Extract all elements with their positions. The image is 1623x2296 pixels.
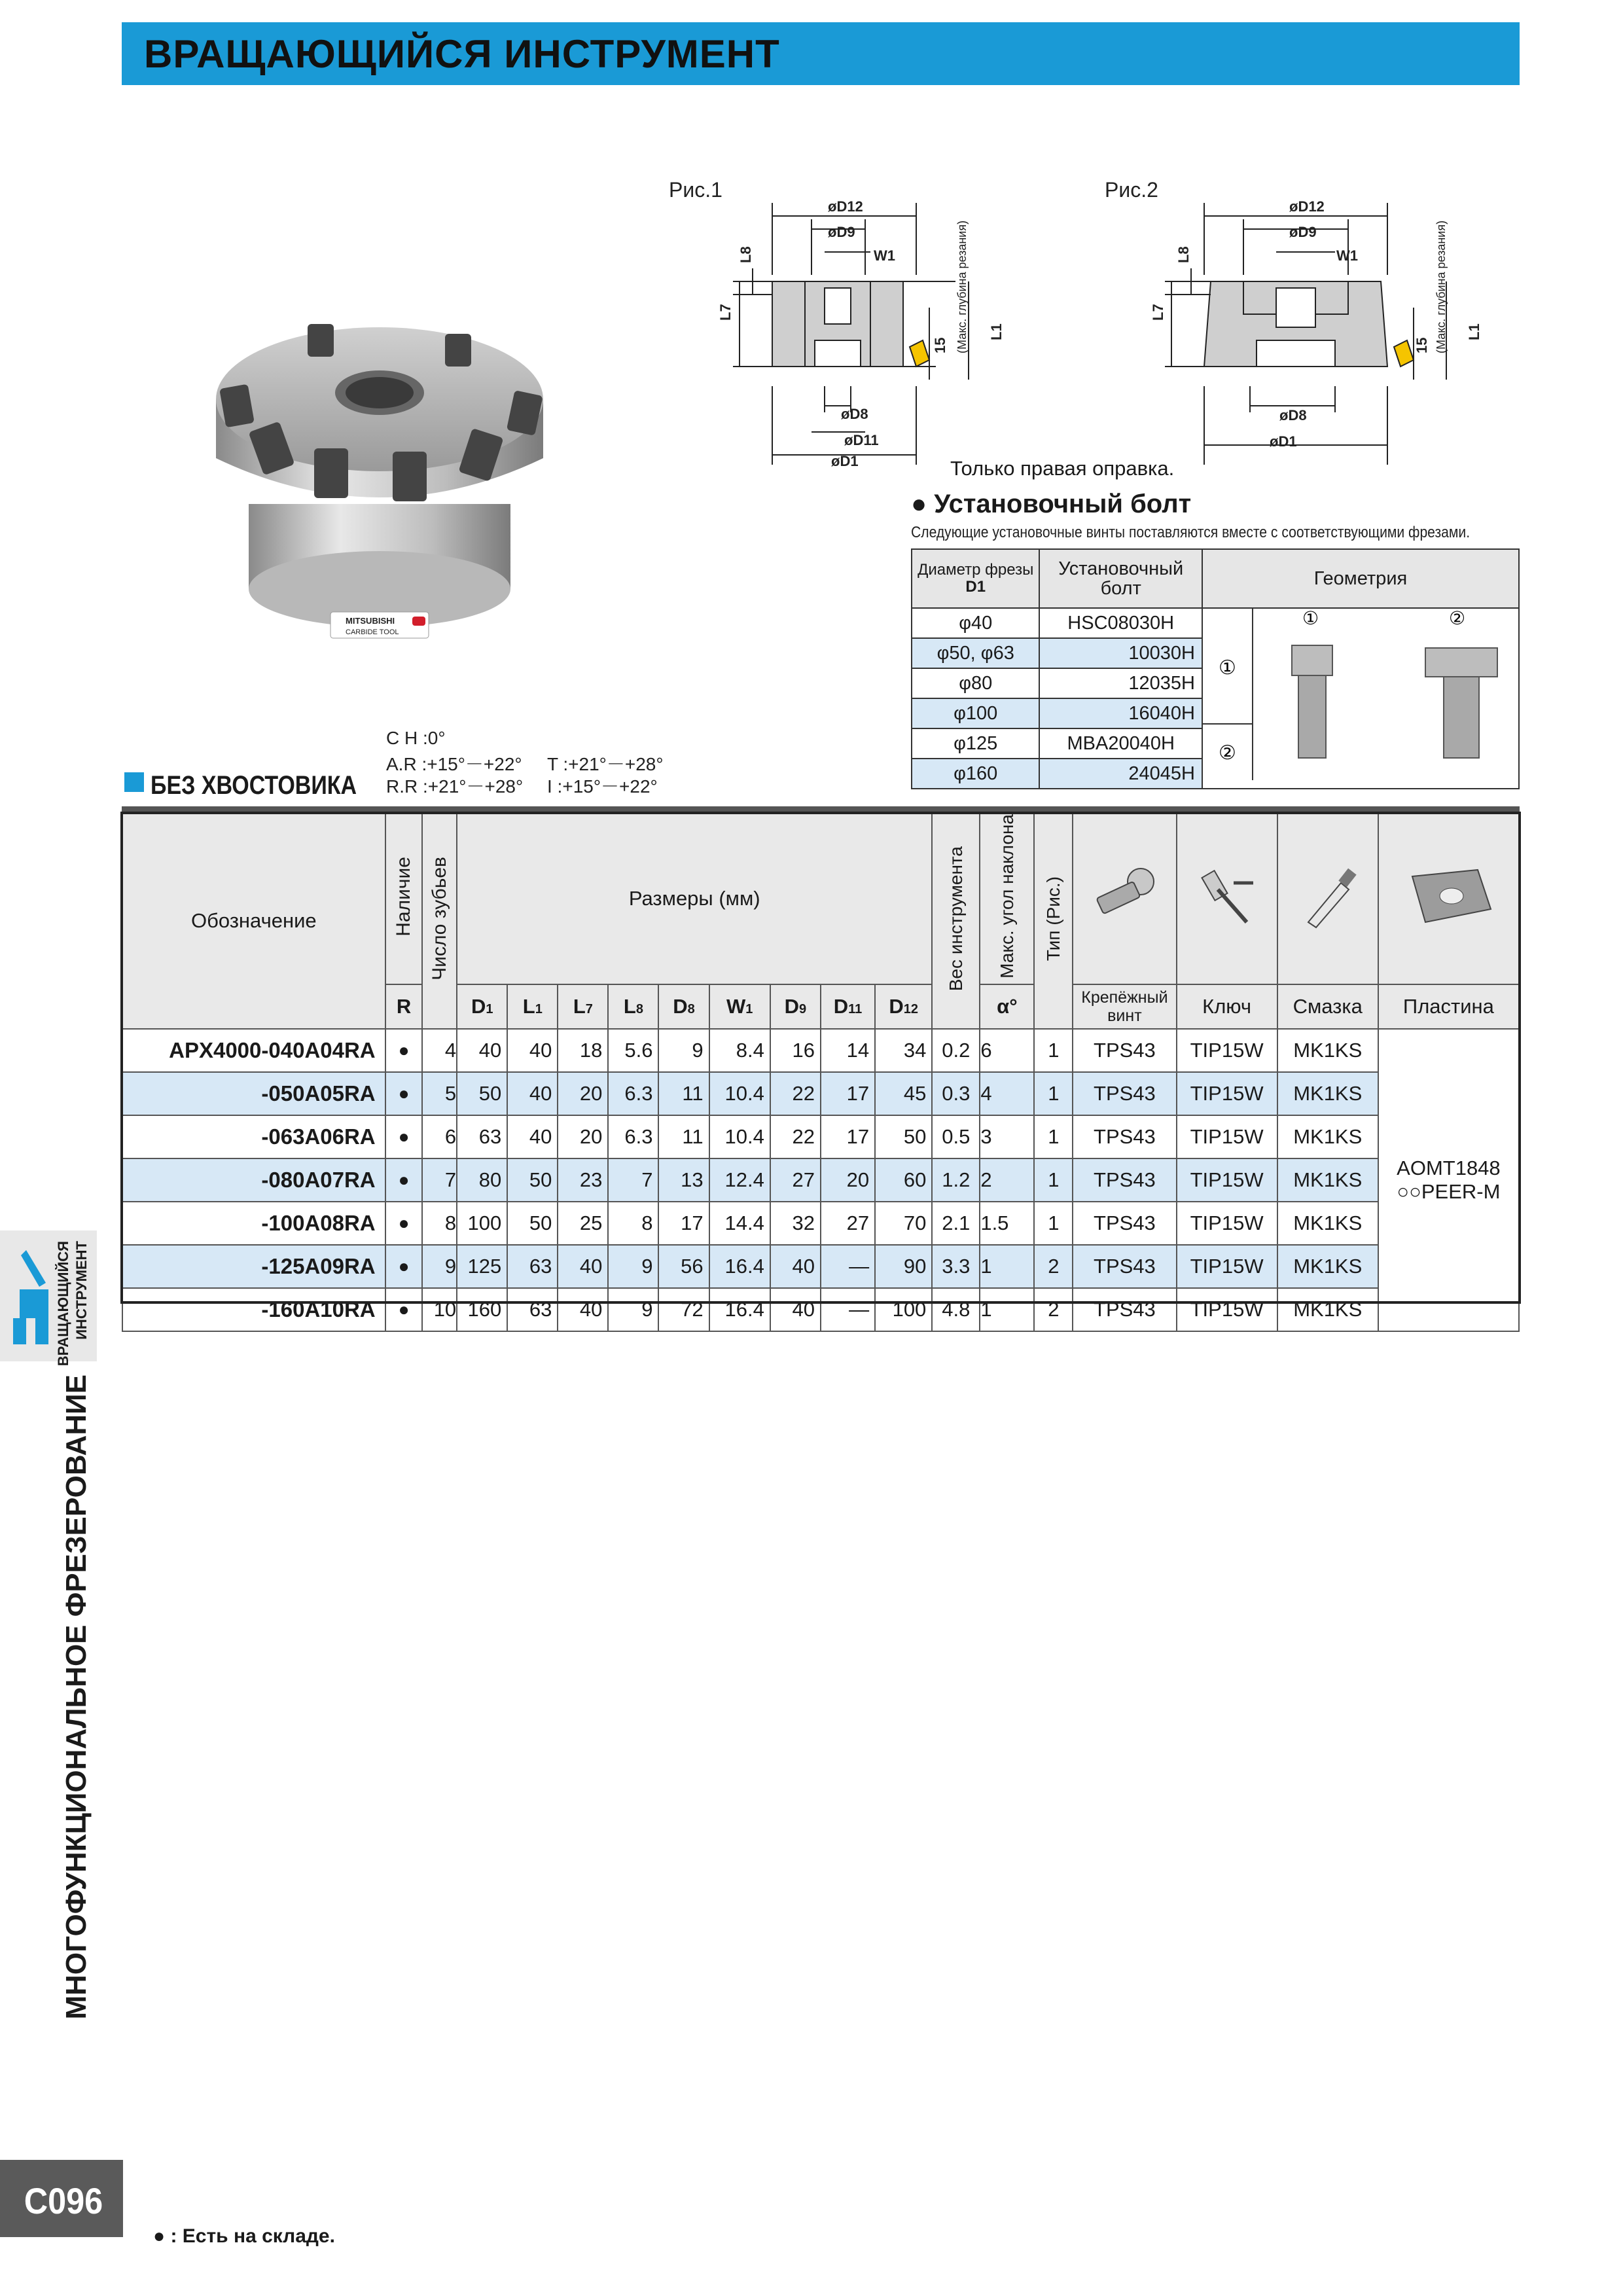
col-key: Ключ bbox=[1177, 984, 1277, 1029]
cell-d1: 63 bbox=[457, 1115, 507, 1158]
fig1-d8: øD8 bbox=[841, 406, 868, 422]
cell-d8: 11 bbox=[658, 1115, 709, 1158]
bolt-title-text: Установочный болт bbox=[934, 490, 1192, 518]
cell-teeth: 10 bbox=[422, 1288, 457, 1331]
cell-l1: 40 bbox=[507, 1115, 558, 1158]
fig1-l1: L1 bbox=[988, 323, 1005, 340]
cell-screw: TPS43 bbox=[1073, 1288, 1176, 1331]
cell-weight: 0.5 bbox=[932, 1115, 980, 1158]
cell-d11: 20 bbox=[821, 1158, 875, 1202]
cell-d8: 9 bbox=[658, 1029, 709, 1072]
cutter-photo bbox=[190, 288, 569, 655]
cell-angle: 1 bbox=[980, 1245, 1034, 1288]
bolt-row-diameter: φ125 bbox=[912, 728, 1039, 759]
cell-type: 1 bbox=[1034, 1029, 1073, 1072]
fig1-drawing bbox=[694, 190, 1021, 471]
table-row bbox=[122, 1029, 1519, 1072]
col-type bbox=[1034, 814, 1073, 1029]
cell-grease: MK1KS bbox=[1277, 1115, 1378, 1158]
fig2-d9: øD9 bbox=[1289, 224, 1317, 240]
table-row bbox=[122, 1288, 1519, 1331]
page-title: ВРАЩАЮЩИЙСЯ ИНСТРУМЕНТ bbox=[144, 32, 780, 76]
cell-l1: 63 bbox=[507, 1245, 558, 1288]
key-icon bbox=[1194, 863, 1260, 929]
cell-designation: -063A06RA bbox=[122, 1115, 385, 1158]
cell-key: TIP15W bbox=[1177, 1288, 1277, 1331]
fig2-w1: W1 bbox=[1336, 247, 1358, 264]
cell-l8: 5.6 bbox=[608, 1029, 658, 1072]
bolt-row-diameter: φ40 bbox=[912, 608, 1039, 638]
dim-col-d1: D1 bbox=[457, 984, 507, 1029]
cell-d9: 40 bbox=[770, 1245, 821, 1288]
bolt-row-diameter: φ100 bbox=[912, 698, 1039, 728]
grease-icon-cell bbox=[1277, 814, 1378, 984]
side-section-label bbox=[60, 1374, 99, 2094]
fig1-d9: øD9 bbox=[828, 224, 855, 240]
cell-w1: 14.4 bbox=[709, 1202, 770, 1245]
cell-l7: 23 bbox=[558, 1158, 608, 1202]
cell-d8: 13 bbox=[658, 1158, 709, 1202]
geom-cell-2: ② bbox=[1219, 742, 1236, 764]
cell-w1: 12.4 bbox=[709, 1158, 770, 1202]
dim-col-d9: D9 bbox=[770, 984, 821, 1029]
cell-d11: 17 bbox=[821, 1072, 875, 1115]
grease-tube-icon bbox=[1295, 863, 1361, 929]
cell-designation: -160A10RA bbox=[122, 1288, 385, 1331]
cell-d9: 22 bbox=[770, 1115, 821, 1158]
bolt-row-bolt: MBA20040H bbox=[1039, 728, 1202, 759]
product-table-body bbox=[122, 1029, 1519, 1331]
cell-d1: 50 bbox=[457, 1072, 507, 1115]
table-row bbox=[122, 1072, 1519, 1115]
cell-teeth: 9 bbox=[422, 1245, 457, 1288]
geom-head-2: ② bbox=[1449, 609, 1466, 629]
cell-angle: 6 bbox=[980, 1029, 1034, 1072]
col-availability-label: Наличие bbox=[393, 856, 415, 937]
fig2-depth-note: (Макс. глубина резания) bbox=[1435, 220, 1448, 353]
fig2-l8: L8 bbox=[1175, 246, 1192, 263]
brand-sub-text: CARBIDE TOOL bbox=[346, 628, 399, 636]
cell-l1: 50 bbox=[507, 1202, 558, 1245]
fig1-l8: L8 bbox=[738, 246, 754, 263]
fig2-d12: øD12 bbox=[1289, 198, 1325, 215]
cell-d8: 11 bbox=[658, 1072, 709, 1115]
dim-col-w1: W1 bbox=[709, 984, 770, 1029]
cell-type: 1 bbox=[1034, 1072, 1073, 1115]
col-angle bbox=[980, 814, 1034, 984]
cell-insert bbox=[1378, 1029, 1519, 1331]
cell-weight: 1.2 bbox=[932, 1158, 980, 1202]
fig2-d1: øD1 bbox=[1270, 433, 1297, 450]
fig1-depth: 15 bbox=[932, 337, 948, 353]
fig1-label: Рис.1 bbox=[669, 178, 722, 202]
table-row bbox=[122, 1245, 1519, 1288]
cell-l7: 40 bbox=[558, 1288, 608, 1331]
cell-key: TIP15W bbox=[1177, 1158, 1277, 1202]
cell-d11: 14 bbox=[821, 1029, 875, 1072]
cell-l1: 40 bbox=[507, 1072, 558, 1115]
col-teeth-label: Число зубьев bbox=[428, 857, 450, 980]
cell-screw: TPS43 bbox=[1073, 1202, 1176, 1245]
cell-l8: 6.3 bbox=[608, 1115, 658, 1158]
cell-key: TIP15W bbox=[1177, 1202, 1277, 1245]
side-tab-text-1: ВРАЩАЮЩИЙСЯ bbox=[55, 1241, 71, 1367]
stock-legend: ● : Есть на складе. bbox=[153, 2225, 335, 2247]
fig1-d1: øD1 bbox=[831, 453, 859, 469]
angle-t: T :+21°－+28° bbox=[547, 754, 664, 774]
product-table bbox=[122, 813, 1520, 1332]
dim-col-l7: L7 bbox=[558, 984, 608, 1029]
cell-d1: 125 bbox=[457, 1245, 507, 1288]
col-angle-unit: α° bbox=[980, 984, 1034, 1029]
screw-icon bbox=[1092, 863, 1157, 929]
cell-d9: 27 bbox=[770, 1158, 821, 1202]
cell-designation: APX4000-040A04RA bbox=[122, 1029, 385, 1072]
cell-l8: 6.3 bbox=[608, 1072, 658, 1115]
cell-weight: 0.3 bbox=[932, 1072, 980, 1115]
bolt-table bbox=[911, 548, 1520, 789]
section-title: БЕЗ ХВОСТОВИКА bbox=[151, 771, 357, 800]
cell-l7: 20 bbox=[558, 1115, 608, 1158]
cell-grease: MK1KS bbox=[1277, 1245, 1378, 1288]
cell-d1: 80 bbox=[457, 1158, 507, 1202]
cell-d11: — bbox=[821, 1245, 875, 1288]
cell-l7: 20 bbox=[558, 1072, 608, 1115]
cell-l7: 18 bbox=[558, 1029, 608, 1072]
cell-l1: 40 bbox=[507, 1029, 558, 1072]
cell-key: TIP15W bbox=[1177, 1245, 1277, 1288]
cell-type: 2 bbox=[1034, 1288, 1073, 1331]
dim-col-d11: D11 bbox=[821, 984, 875, 1029]
bolt-geometry-cell bbox=[1202, 608, 1519, 789]
cell-d12: 50 bbox=[875, 1115, 932, 1158]
cell-d8: 72 bbox=[658, 1288, 709, 1331]
bolt-row-bolt: 16040H bbox=[1039, 698, 1202, 728]
insert-icon-cell bbox=[1378, 814, 1519, 984]
cell-angle: 4 bbox=[980, 1072, 1034, 1115]
bolt-row-bolt: 10030H bbox=[1039, 638, 1202, 668]
cell-teeth: 7 bbox=[422, 1158, 457, 1202]
cell-d1: 160 bbox=[457, 1288, 507, 1331]
col-dimensions: Размеры (мм) bbox=[457, 814, 932, 984]
cell-availability: ● bbox=[385, 1029, 423, 1072]
header-bar bbox=[122, 22, 1520, 85]
geom-cell-1: ① bbox=[1219, 656, 1236, 679]
col-type-label: Тип (Рис.) bbox=[1043, 876, 1063, 961]
table-top-rule bbox=[122, 806, 1520, 813]
col-grease: Смазка bbox=[1277, 984, 1378, 1029]
cell-weight: 0.2 bbox=[932, 1029, 980, 1072]
cell-d12: 60 bbox=[875, 1158, 932, 1202]
cell-l7: 25 bbox=[558, 1202, 608, 1245]
cell-screw: TPS43 bbox=[1073, 1115, 1176, 1158]
bolt-section-title: ● Установочный болт bbox=[911, 490, 1192, 518]
dim-col-d8: D8 bbox=[658, 984, 709, 1029]
cell-w1: 8.4 bbox=[709, 1029, 770, 1072]
cell-availability: ● bbox=[385, 1202, 423, 1245]
cell-type: 1 bbox=[1034, 1158, 1073, 1202]
bolt-row-bolt: 12035H bbox=[1039, 668, 1202, 698]
cell-key: TIP15W bbox=[1177, 1072, 1277, 1115]
fig2-drawing bbox=[1139, 190, 1505, 471]
cell-weight: 2.1 bbox=[932, 1202, 980, 1245]
section-marker bbox=[124, 772, 144, 792]
cell-angle: 3 bbox=[980, 1115, 1034, 1158]
page-number-box bbox=[0, 2160, 123, 2237]
cell-teeth: 4 bbox=[422, 1029, 457, 1072]
bolt-hex-socket-icon bbox=[1292, 645, 1332, 758]
bolt-row-bolt: HSC08030H bbox=[1039, 608, 1202, 638]
cell-grease: MK1KS bbox=[1277, 1029, 1378, 1072]
cell-key: TIP15W bbox=[1177, 1029, 1277, 1072]
cell-type: 1 bbox=[1034, 1115, 1073, 1158]
cell-w1: 16.4 bbox=[709, 1245, 770, 1288]
cell-screw: TPS43 bbox=[1073, 1072, 1176, 1115]
cell-d9: 16 bbox=[770, 1029, 821, 1072]
fig1-l7: L7 bbox=[717, 304, 734, 321]
bolt-col-bolt: Установочный болт bbox=[1039, 549, 1202, 608]
cell-l7: 40 bbox=[558, 1245, 608, 1288]
col-designation: Обозначение bbox=[122, 814, 385, 1029]
dim-col-l8: L8 bbox=[608, 984, 658, 1029]
col-weight-label: Вес инструмента bbox=[945, 846, 966, 992]
cell-availability: ● bbox=[385, 1072, 423, 1115]
bolt-note: Следующие установочные винты поставляются вместе с соответствующими фрезами. bbox=[911, 524, 1471, 541]
angle-i: I :+15°－+22° bbox=[547, 776, 658, 797]
cell-l1: 63 bbox=[507, 1288, 558, 1331]
bolt-col-geometry: Геометрия bbox=[1202, 549, 1519, 608]
cell-d9: 22 bbox=[770, 1072, 821, 1115]
brand-text: MITSUBISHI bbox=[346, 616, 395, 626]
dim-col-l1: L1 bbox=[507, 984, 558, 1029]
dim-col-d12: D12 bbox=[875, 984, 932, 1029]
bolt-flange-icon bbox=[1425, 648, 1497, 758]
cell-teeth: 6 bbox=[422, 1115, 457, 1158]
cell-d11: — bbox=[821, 1288, 875, 1331]
table-row bbox=[122, 1158, 1519, 1202]
cell-screw: TPS43 bbox=[1073, 1029, 1176, 1072]
cell-grease: MK1KS bbox=[1277, 1202, 1378, 1245]
fig1-d11: øD11 bbox=[844, 432, 879, 448]
bolt-geometry-drawing bbox=[1203, 609, 1518, 780]
cell-designation: -100A08RA bbox=[122, 1202, 385, 1245]
bolt-row-bolt: 24045H bbox=[1039, 759, 1202, 789]
cell-weight: 4.8 bbox=[932, 1288, 980, 1331]
col-availability bbox=[385, 814, 423, 984]
side-category-tab bbox=[0, 1230, 97, 1367]
cell-d9: 40 bbox=[770, 1288, 821, 1331]
table-row bbox=[122, 1115, 1519, 1158]
cell-designation: -050A05RA bbox=[122, 1072, 385, 1115]
col-angle-label: Макс. угол наклона bbox=[996, 814, 1017, 978]
insert-icon bbox=[1399, 863, 1497, 929]
screw-icon-cell bbox=[1073, 814, 1176, 984]
cell-designation: -125A09RA bbox=[122, 1245, 385, 1288]
cell-availability: ● bbox=[385, 1245, 423, 1288]
cell-angle: 1.5 bbox=[980, 1202, 1034, 1245]
angle-ch: C H :0° bbox=[386, 728, 446, 748]
cell-d8: 17 bbox=[658, 1202, 709, 1245]
cell-angle: 1 bbox=[980, 1288, 1034, 1331]
right-only-note: Только правая оправка. bbox=[950, 457, 1175, 480]
fig2-d8: øD8 bbox=[1279, 407, 1307, 423]
geom-head-1: ① bbox=[1302, 609, 1319, 629]
cell-d1: 40 bbox=[457, 1029, 507, 1072]
cell-d8: 56 bbox=[658, 1245, 709, 1288]
cell-w1: 16.4 bbox=[709, 1288, 770, 1331]
col-teeth bbox=[422, 814, 457, 1029]
fig2-label: Рис.2 bbox=[1105, 178, 1158, 202]
fig1-w1: W1 bbox=[874, 247, 895, 264]
fig2-l1: L1 bbox=[1466, 323, 1482, 340]
cell-l1: 50 bbox=[507, 1158, 558, 1202]
cell-grease: MK1KS bbox=[1277, 1288, 1378, 1331]
bolt-row-diameter: φ50, φ63 bbox=[912, 638, 1039, 668]
cell-l8: 9 bbox=[608, 1288, 658, 1331]
cell-d12: 90 bbox=[875, 1245, 932, 1288]
insert-chipbreaker: ○○PEER-M bbox=[1397, 1179, 1501, 1203]
angle-ar: A.R :+15°－+22° bbox=[386, 754, 522, 774]
cell-w1: 10.4 bbox=[709, 1072, 770, 1115]
cell-l8: 8 bbox=[608, 1202, 658, 1245]
bolt-row-diameter: φ160 bbox=[912, 759, 1039, 789]
cell-d12: 100 bbox=[875, 1288, 932, 1331]
bolt-col-diameter-sym: D1 bbox=[965, 578, 986, 596]
cell-d11: 27 bbox=[821, 1202, 875, 1245]
cell-l8: 9 bbox=[608, 1245, 658, 1288]
insert-code: AOMT1848 bbox=[1397, 1156, 1501, 1179]
col-availability-r: R bbox=[385, 984, 423, 1029]
cell-d12: 45 bbox=[875, 1072, 932, 1115]
cell-key: TIP15W bbox=[1177, 1115, 1277, 1158]
page-number: C096 bbox=[24, 2180, 103, 2221]
cell-availability: ● bbox=[385, 1115, 423, 1158]
cell-d1: 100 bbox=[457, 1202, 507, 1245]
cell-availability: ● bbox=[385, 1288, 423, 1331]
bolt-col-diameter bbox=[912, 549, 1039, 608]
cell-d11: 17 bbox=[821, 1115, 875, 1158]
cell-type: 2 bbox=[1034, 1245, 1073, 1288]
col-screw: Крепёжный винт bbox=[1073, 984, 1176, 1029]
cell-screw: TPS43 bbox=[1073, 1158, 1176, 1202]
cell-grease: MK1KS bbox=[1277, 1158, 1378, 1202]
cell-d12: 70 bbox=[875, 1202, 932, 1245]
cell-angle: 2 bbox=[980, 1158, 1034, 1202]
fig2-l7: L7 bbox=[1150, 304, 1166, 321]
cell-weight: 3.3 bbox=[932, 1245, 980, 1288]
fig1-d12: øD12 bbox=[828, 198, 863, 215]
side-tab-text-2: ИНСТРУМЕНТ bbox=[73, 1241, 90, 1340]
col-insert: Пластина bbox=[1378, 984, 1519, 1029]
cell-teeth: 5 bbox=[422, 1072, 457, 1115]
key-icon-cell bbox=[1177, 814, 1277, 984]
cell-grease: MK1KS bbox=[1277, 1072, 1378, 1115]
cell-d9: 32 bbox=[770, 1202, 821, 1245]
cell-designation: -080A07RA bbox=[122, 1158, 385, 1202]
cell-type: 1 bbox=[1034, 1202, 1073, 1245]
angle-rr: R.R :+21°－+28° bbox=[386, 776, 524, 797]
rotating-tool-icon bbox=[13, 1244, 52, 1348]
cell-d12: 34 bbox=[875, 1029, 932, 1072]
cell-screw: TPS43 bbox=[1073, 1245, 1176, 1288]
cell-l8: 7 bbox=[608, 1158, 658, 1202]
cell-w1: 10.4 bbox=[709, 1115, 770, 1158]
fig2-depth: 15 bbox=[1414, 337, 1430, 353]
cell-teeth: 8 bbox=[422, 1202, 457, 1245]
table-row bbox=[122, 1202, 1519, 1245]
fig1-depth-note: (Макс. глубина резания) bbox=[955, 220, 969, 353]
bolt-col-diameter-label: Диаметр фрезы bbox=[918, 561, 1034, 579]
cell-availability: ● bbox=[385, 1158, 423, 1202]
bolt-row-diameter: φ80 bbox=[912, 668, 1039, 698]
col-weight bbox=[932, 814, 980, 1029]
side-section-text: МНОГОФУНКЦИОНАЛЬНОЕ ФРЕЗЕРОВАНИЕ bbox=[60, 1374, 92, 2020]
